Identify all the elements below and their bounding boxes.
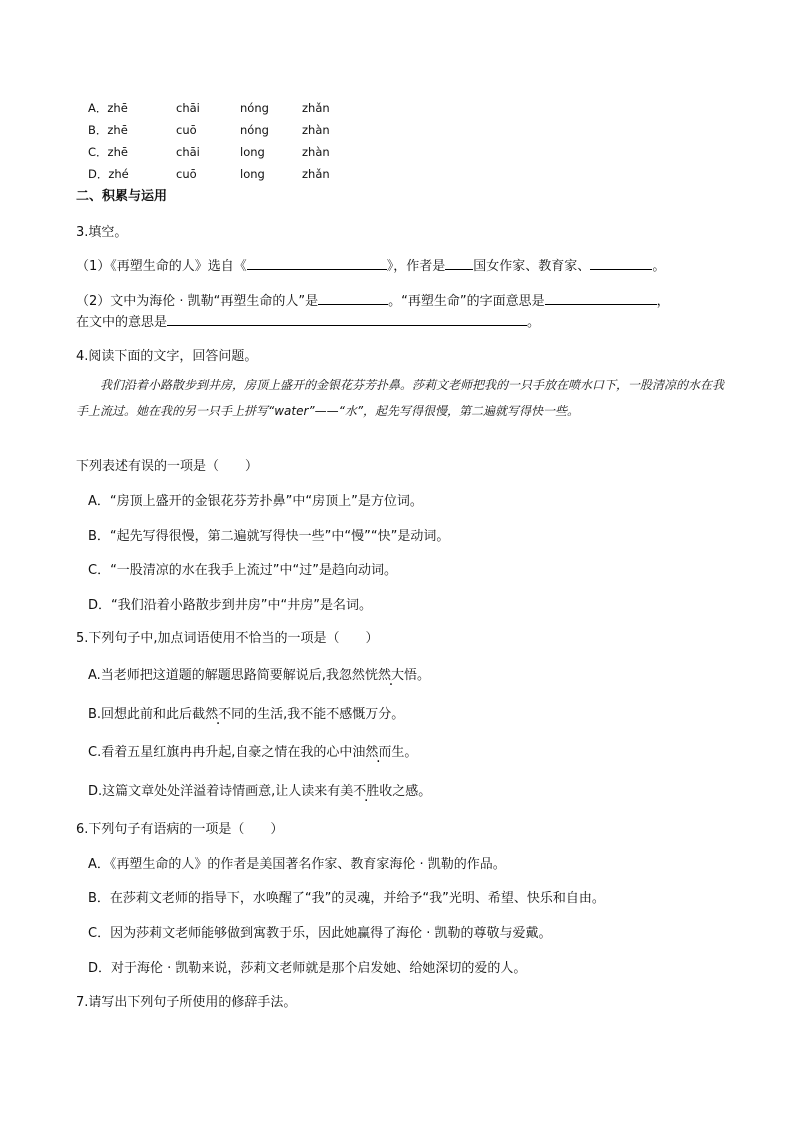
dotted-term: 恍然大悟 — [364, 668, 417, 683]
option-pinyin: zhàn — [302, 145, 330, 159]
option-pinyin: zhàn — [302, 123, 330, 137]
question-4-option-c[interactable]: C．“一股清凉的水在我手上流过”中“过”是趋向动词。 — [88, 563, 398, 578]
option-pinyin: nóng — [240, 123, 269, 137]
dotted-term: 油然而生 — [352, 745, 405, 760]
question-3-title: 3.填空。 — [76, 225, 128, 240]
text: （1）《再塑生命的人》选自《 — [76, 259, 247, 274]
pinyin-option-a — [88, 100, 330, 116]
question-6-title: 6.下列句子有语病的一项是（ ） — [76, 822, 284, 837]
text: （2）文中为海伦 · 凯勒“再塑生命的人”是 — [76, 294, 319, 309]
reading-passage: 我们沿着小路散步到井房，房顶上盛开的金银花芬芳扑鼻。莎莉文老师把我的一只手放在喷水口下，一股清凉的水在我手上流过。她在我的另一只手上拼写“water”——“水”，起先写得很慢，第二遍就写得快一些。 — [76, 378, 725, 418]
text: 》，作者是 — [386, 259, 446, 274]
question-6-option-a[interactable]: A．《再塑生命的人》的作者是美国著名作家、教育家海伦 · 凯勒的作品。 — [88, 857, 506, 872]
text: 。 — [404, 745, 418, 760]
text: B.回想此前和此后 — [88, 707, 193, 722]
answer-blank[interactable] — [318, 292, 388, 305]
text: 。 — [527, 315, 541, 330]
question-4-prompt: 下列表述有误的一项是（ ） — [76, 459, 259, 474]
option-pinyin: chāi — [176, 145, 200, 159]
answer-blank[interactable] — [445, 257, 473, 270]
question-6-option-d[interactable]: D．对于海伦 · 凯勒来说，莎莉文老师就是那个启发她、给她深切的爱的人。 — [88, 961, 527, 976]
text: 国女作家、教育家、 — [473, 259, 591, 274]
text: 。“再塑生命”的字面意思是 — [388, 294, 545, 309]
question-5-option-a[interactable] — [88, 664, 430, 683]
option-pinyin: cuō — [176, 123, 197, 137]
answer-blank[interactable] — [247, 257, 387, 270]
text: D.这篇文章处处洋溢着诗情画意,让人读来有 — [88, 784, 341, 799]
question-4-option-a[interactable]: A．“房顶上盛开的金银花芬芳扑鼻”中“房顶上”是方位词。 — [88, 494, 423, 509]
question-6-option-b[interactable]: B．在莎莉文老师的指导下，水唤醒了“我”的灵魂，并给予“我”光明、希望、快乐和自由。 — [88, 891, 605, 906]
option-label: C．zhē — [88, 145, 128, 159]
pinyin-option-b — [88, 122, 330, 138]
section-title: 二、积累与运用 — [76, 189, 168, 204]
option-pinyin: zhǎn — [302, 167, 330, 181]
option-pinyin: long — [240, 167, 265, 181]
question-5-title: 5.下列句子中,加点词语使用不恰当的一项是（ ） — [76, 631, 379, 646]
dotted-term: 美不胜收 — [340, 784, 393, 799]
dotted-term: 截然不同 — [192, 707, 245, 722]
option-pinyin: nóng — [240, 101, 269, 115]
answer-blank[interactable] — [167, 313, 527, 326]
question-3-line-3 — [76, 311, 540, 330]
question-4-option-b[interactable]: B．“起先写得很慢，第二遍就写得快一些”中“慢”“快”是动词。 — [88, 529, 450, 544]
option-pinyin: chāi — [176, 101, 200, 115]
question-3-line-1 — [76, 255, 665, 274]
question-7-title: 7.请写出下列句子所使用的修辞手法。 — [76, 995, 297, 1010]
question-3-line-2 — [76, 290, 670, 309]
option-label: A．zhē — [88, 101, 128, 115]
question-4-option-d[interactable]: D．“我们沿着小路散步到井房”中“井房”是名词。 — [88, 598, 372, 613]
text: 在文中的意思是 — [76, 315, 168, 330]
text: 的生活,我不能不感慨万分。 — [244, 707, 405, 722]
question-4-title: 4.阅读下面的文字，回答问题。 — [76, 349, 258, 364]
question-6-option-c[interactable]: C．因为莎莉文老师能够做到寓教于乐，因此她赢得了海伦 · 凯勒的尊敬与爱戴。 — [88, 926, 552, 941]
text: 之感。 — [392, 784, 432, 799]
question-5-option-d[interactable] — [88, 780, 431, 799]
option-pinyin: zhǎn — [302, 101, 330, 115]
answer-blank[interactable] — [590, 257, 652, 270]
question-5-option-c[interactable] — [88, 741, 417, 760]
option-pinyin: cuō — [176, 167, 197, 181]
text: A.当老师把这道题的解题思路简要解说后,我忽然 — [88, 668, 365, 683]
option-label: B．zhē — [88, 123, 128, 137]
text: ， — [656, 294, 670, 309]
pinyin-option-c — [88, 144, 330, 160]
question-5-option-b[interactable] — [88, 703, 404, 722]
text: C.看着五星红旗冉冉升起,自豪之情在我的心中 — [88, 745, 353, 760]
pinyin-option-d — [88, 166, 330, 182]
text: 。 — [652, 259, 666, 274]
option-pinyin: long — [240, 145, 265, 159]
text: 。 — [416, 668, 430, 683]
answer-blank[interactable] — [545, 292, 657, 305]
option-label: D．zhé — [88, 167, 129, 181]
